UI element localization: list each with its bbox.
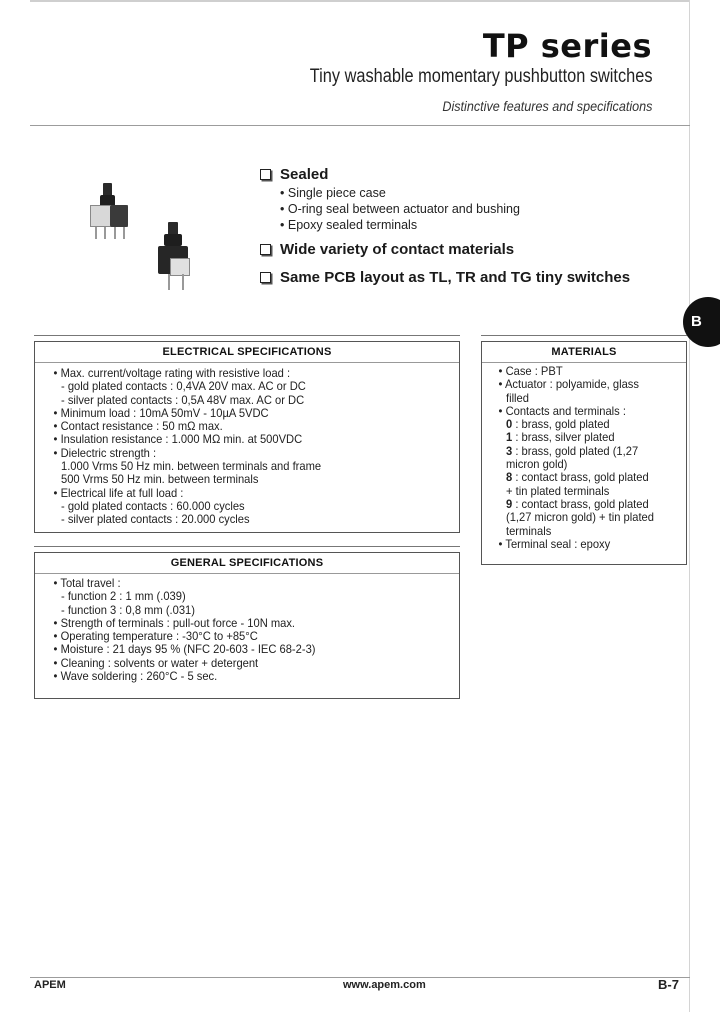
- feature-item: • Single piece case: [280, 185, 630, 201]
- spec-line: • Max. current/voltage rating with resistive load :: [61, 367, 321, 380]
- material-line: • Contacts and terminals :: [506, 405, 654, 418]
- spec-line: • Electrical life at full load :: [61, 487, 321, 500]
- general-specs-box: [34, 552, 460, 699]
- margin-line: [689, 0, 690, 1012]
- material-line: terminals: [506, 523, 552, 538]
- materials-box: [481, 341, 687, 565]
- product-image-right-angle: [156, 222, 196, 292]
- checkbox-icon: [260, 244, 271, 255]
- spec-line: - gold plated contacts : 60.000 cycles: [61, 498, 245, 513]
- header-rule: [30, 125, 690, 126]
- checkbox-icon: [260, 272, 271, 283]
- spec-line: - function 3 : 0,8 mm (.031): [61, 602, 195, 617]
- spec-line: - silver plated contacts : 0,5A 48V max. AC or DC: [61, 392, 305, 407]
- checkbox-icon: [260, 169, 271, 180]
- material-line: • Case : PBT: [506, 365, 654, 378]
- material-code-line: 0 : brass, gold plated: [506, 417, 610, 432]
- material-line: • Terminal seal : epoxy: [506, 538, 654, 551]
- material-line: + tin plated terminals: [506, 483, 610, 498]
- material-code-line: 9 : contact brass, gold plated: [506, 496, 649, 511]
- spec-line: • Cleaning : solvents or water + detergent: [61, 657, 316, 670]
- electrical-specs-box: [34, 341, 460, 533]
- page-tagline: Distinctive features and specifications: [441, 98, 652, 114]
- feature-heading: Sealed: [280, 166, 329, 183]
- footer-brand: APEM: [34, 979, 66, 991]
- material-code-line: 1 : brass, silver plated: [506, 430, 615, 445]
- feature-item: • Epoxy sealed terminals: [280, 217, 630, 233]
- spec-line: 1.000 Vrms 50 Hz min. between terminals and frame: [61, 459, 322, 474]
- feature-pcb-layout: [260, 269, 630, 286]
- footer-rule: [30, 977, 690, 978]
- general-specs-list: [61, 577, 335, 683]
- page-subtitle: Tiny washable momentary pushbutton switches: [309, 66, 652, 87]
- spec-line: - function 2 : 1 mm (.039): [61, 589, 186, 604]
- material-code-line: 3 : brass, gold plated (1,27: [506, 443, 639, 458]
- material-line: (1,27 micron gold) + tin plated: [506, 510, 654, 525]
- spec-line: • Insulation resistance : 1.000 MΩ min. at 500VDC: [61, 433, 321, 446]
- material-line: • Actuator : polyamide, glass: [506, 378, 654, 391]
- electrical-specs-title: ELECTRICAL SPECIFICATIONS: [162, 346, 332, 358]
- spec-line: • Strength of terminals : pull-out force - 10N max.: [61, 617, 316, 630]
- page-number: B-7: [658, 977, 679, 992]
- spec-line: • Minimum load : 10mA 50mV - 10µA 5VDC: [61, 407, 321, 420]
- material-code-line: 8 : contact brass, gold plated: [506, 470, 649, 485]
- product-image-vertical: [90, 183, 136, 253]
- general-specs-title: GENERAL SPECIFICATIONS: [170, 557, 324, 569]
- materials-list: [506, 365, 665, 551]
- spec-line: • Moisture : 21 days 95 % (NFC 20-603 - IEC 68-2-3): [61, 643, 316, 656]
- footer-website: www.apem.com: [343, 979, 426, 991]
- spec-line: • Contact resistance : 50 mΩ max.: [61, 420, 321, 433]
- feature-heading: Same PCB layout as TL, TR and TG tiny switches: [280, 269, 631, 286]
- spec-line: - silver plated contacts : 20.000 cycles: [61, 512, 250, 527]
- spec-line: • Total travel :: [61, 577, 316, 590]
- spec-line: • Dielectric strength :: [61, 447, 321, 460]
- page-title: TP series: [482, 27, 652, 65]
- feature-contact-materials: [260, 241, 630, 258]
- features-list: [260, 166, 630, 286]
- feature-item: • O-ring seal between actuator and bushing: [280, 201, 630, 217]
- section-tab: B: [683, 297, 720, 347]
- materials-title: MATERIALS: [551, 346, 617, 358]
- feature-heading: Wide variety of contact materials: [280, 241, 515, 258]
- material-line: filled: [506, 390, 529, 405]
- spec-line: • Wave soldering : 260°C - 5 sec.: [61, 670, 316, 683]
- spec-line: 500 Vrms 50 Hz min. between terminals: [61, 472, 259, 487]
- spec-line: - gold plated contacts : 0,4VA 20V max. AC or DC: [61, 379, 306, 394]
- top-rule: [30, 0, 690, 2]
- spec-line: • Operating temperature : -30°C to +85°C: [61, 630, 316, 643]
- electrical-specs-list: [61, 367, 341, 527]
- material-line: micron gold): [506, 457, 568, 472]
- feature-sealed: [260, 166, 630, 233]
